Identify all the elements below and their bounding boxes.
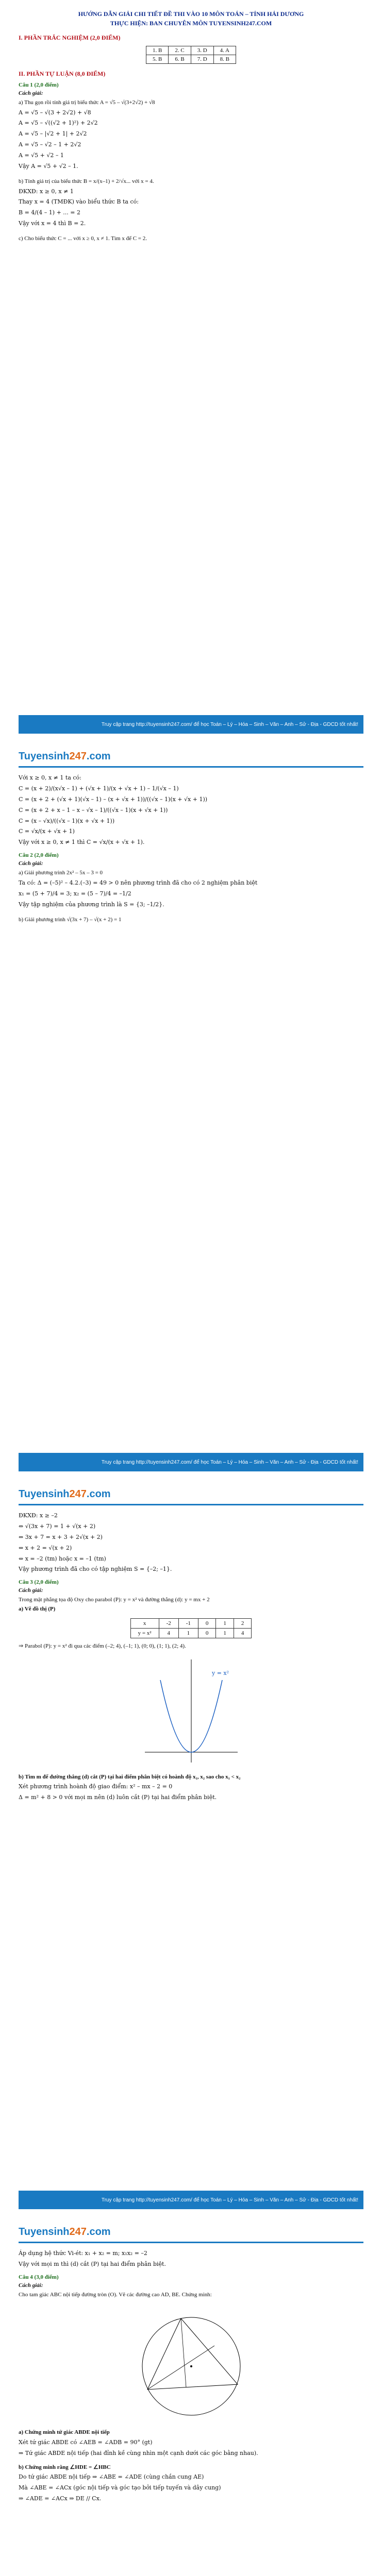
solution-line: Xét tứ giác ABDE có ∠AEB = ∠ADB = 90° (gt) bbox=[19, 2438, 153, 2446]
solution-line: A = √5 – √(3 + 2√2) + √8 bbox=[19, 109, 91, 116]
answer-table bbox=[146, 46, 236, 64]
solution-line: Δ = m² + 8 > 0 với mọi m nên (d) luôn cắt (P) tại hai điểm phân biệt. bbox=[19, 1794, 217, 1801]
solution-line: A = √5 – √((√2 + 1)²) + 2√2 bbox=[19, 120, 98, 127]
solution-line: Thay x = 4 (TMĐK) vào biểu thức B ta có: bbox=[19, 198, 139, 206]
table-cell: 0 bbox=[198, 1628, 216, 1638]
solution-line: Vậy tập nghiệm của phương trình là S = {3; –1/2}. bbox=[19, 901, 164, 908]
solution-line: x₁ = (5 + 7)/4 = 3; x₂ = (5 – 7)/4 = –1/2 bbox=[19, 890, 131, 897]
solution-line: ⇒ Tứ giác ABDE nội tiếp (hai đỉnh kề cùng nhìn một cạnh dưới các góc bằng nhau). bbox=[19, 2449, 258, 2456]
solution-line: B = 4/(4 – 1) + ... = 2 bbox=[19, 209, 80, 216]
method-label: Cách giải: bbox=[19, 2282, 43, 2289]
site-footer bbox=[19, 715, 363, 734]
graph-label: y = x² bbox=[211, 1669, 229, 1676]
question-4b: b) Chứng minh rằng ∠HDE = ∠HBC bbox=[19, 2464, 111, 2470]
solution-line: ⇒ ∠ADE = ∠ACx ⇒ DE // Cx. bbox=[19, 2495, 102, 2502]
table-cell: 2 bbox=[234, 1618, 252, 1628]
page-4 bbox=[0, 2213, 382, 2576]
solution-line: C = (x – √x)/((√x – 1)(x + √x + 1)) bbox=[19, 817, 115, 824]
page-2 bbox=[0, 738, 382, 1476]
solution-line: Vậy với x ≥ 0, x ≠ 1 thì C = √x/(x + √x + 1). bbox=[19, 839, 145, 846]
answer-cell: 1. B bbox=[146, 46, 169, 55]
page-3 bbox=[0, 1476, 382, 2213]
solution-line: Vậy với x = 4 thì B = 2. bbox=[19, 220, 86, 227]
site-header bbox=[19, 2223, 363, 2243]
center-point bbox=[190, 2365, 192, 2367]
answer-cell: 3. D bbox=[191, 46, 213, 55]
table-cell: y = x² bbox=[130, 1628, 159, 1638]
solution-line: Với x ≥ 0, x ≠ 1 ta có: bbox=[19, 774, 81, 781]
solution-line: Mà ∠ABE = ∠ACx (góc nội tiếp và góc tạo bởi tiếp tuyến và dây cung) bbox=[19, 2484, 221, 2492]
site-header bbox=[19, 747, 363, 768]
solution-line: A = √5 – √2 – 1 + 2√2 bbox=[19, 141, 81, 148]
section-part-1: I. PHẦN TRẮC NGHIỆM (2,0 ĐIỂM) bbox=[19, 34, 121, 41]
solution-line: Xét phương trình hoành độ giao điểm: x² – mx – 2 = 0 bbox=[19, 1783, 173, 1790]
method-label: Cách giải: bbox=[19, 1587, 43, 1594]
table-cell: 1 bbox=[216, 1618, 234, 1628]
method-label: Cách giải: bbox=[19, 90, 43, 96]
table-cell: -1 bbox=[178, 1618, 198, 1628]
doc-subtitle: THỰC HIỆN: BAN CHUYÊN MÔN TUYENSINH247.COM bbox=[110, 20, 272, 27]
question-4-heading: Câu 4 (3,0 điểm) bbox=[19, 2274, 59, 2280]
question-3-intro: Trong mặt phẳng tọa độ Oxy cho parabol (P): y = x² và đường thẳng (d): y = mx + 2 bbox=[19, 1597, 210, 1603]
page-1 bbox=[0, 0, 382, 738]
table-cell: x bbox=[130, 1618, 159, 1628]
answer-cell: 7. D bbox=[191, 55, 213, 64]
footer-text: Truy cập trang http://tuyensinh247.com/ để học Toán – Lý – Hóa – Sinh – Văn – Anh – Sử - Địa - GDCD tốt nhất! bbox=[101, 2197, 358, 2203]
question-3b: b) Tìm m để đường thẳng (d) cắt (P) tại hai điểm phân biệt có hoành độ x₁, x₂ sao cho x₁ < x₂ bbox=[19, 1773, 241, 1780]
footer-text: Truy cập trang http://tuyensinh247.com/ để học Toán – Lý – Hóa – Sinh – Văn – Anh – Sử - Địa - GDCD tốt nhất! bbox=[101, 721, 358, 727]
solution-line: ⇔ 3x + 7 = x + 3 + 2√(x + 2) bbox=[19, 1533, 103, 1540]
question-2b: b) Giải phương trình √(3x + 7) – √(x + 2) = 1 bbox=[19, 916, 122, 923]
section-part-2: II. PHẦN TỰ LUẬN (8,0 ĐIỂM) bbox=[19, 70, 106, 77]
solution-line: Do tứ giác ABDE nội tiếp ⇒ ∠ABE = ∠ADE (cùng chắn cung AE) bbox=[19, 2473, 204, 2481]
table-cell: 4 bbox=[159, 1628, 178, 1638]
solution-line: ⇔ x = –2 (tm) hoặc x = –1 (tm) bbox=[19, 1555, 106, 1562]
table-conclusion: ⇒ Parabol (P): y = x² đi qua các điểm (–2; 4), (–1; 1), (0; 0), (1; 1), (2; 4). bbox=[19, 1642, 186, 1649]
table-cell: -2 bbox=[159, 1618, 178, 1628]
site-logo[interactable]: Tuyensinh247.com bbox=[19, 751, 111, 762]
method-label: Cách giải: bbox=[19, 860, 43, 867]
table-cell: 1 bbox=[216, 1628, 234, 1638]
site-footer bbox=[19, 2191, 363, 2209]
table-cell: 1 bbox=[178, 1628, 198, 1638]
question-1a: a) Thu gọn rồi tính giá trị biểu thức A = √5 – √(3+2√2) + √8 bbox=[19, 99, 155, 106]
question-4a: a) Chứng minh tứ giác ABDE nội tiếp bbox=[19, 2429, 110, 2436]
answer-cell: 8. B bbox=[213, 55, 236, 64]
altitude-ad bbox=[181, 2318, 186, 2387]
value-table bbox=[130, 1618, 252, 1638]
table-cell: 0 bbox=[198, 1618, 216, 1628]
question-3-heading: Câu 3 (2,0 điểm) bbox=[19, 1579, 59, 1586]
site-header bbox=[19, 1485, 363, 1505]
solution-line: C = (x + 2 + (√x + 1)(√x – 1) – (x + √x + 1))/((√x – 1)(x + √x + 1)) bbox=[19, 795, 208, 803]
question-2-heading: Câu 2 (2,0 điểm) bbox=[19, 852, 59, 859]
solution-line: A = √5 + √2 – 1 bbox=[19, 152, 64, 159]
answer-cell: 5. B bbox=[146, 55, 169, 64]
solution-line: ⇔ x + 2 = √(x + 2) bbox=[19, 1544, 72, 1551]
question-3a: a) Vẽ đồ thị (P) bbox=[19, 1605, 56, 1612]
site-logo[interactable]: Tuyensinh247.com bbox=[19, 2226, 111, 2238]
site-logo[interactable]: Tuyensinh247.com bbox=[19, 1488, 111, 1500]
question-4-intro: Cho tam giác ABC nội tiếp đường tròn (O). Vẽ các đường cao AD, BE. Chứng minh: bbox=[19, 2291, 212, 2298]
question-2a: a) Giải phương trình 2x² – 5x – 3 = 0 bbox=[19, 870, 103, 876]
solution-line: ⇔ √(3x + 7) = 1 + √(x + 2) bbox=[19, 1522, 96, 1530]
question-1c: c) Cho biểu thức C = ... với x ≥ 0, x ≠ 1. Tìm x để C = 2. bbox=[19, 235, 147, 242]
answer-cell: 2. C bbox=[169, 46, 191, 55]
solution-line: ĐKXĐ: x ≥ 0, x ≠ 1 bbox=[19, 188, 74, 195]
solution-line: C = (x + 2 + x – 1 – x – √x – 1)/((√x – 1)(x + √x + 1)) bbox=[19, 806, 168, 814]
triangle-abc bbox=[147, 2318, 238, 2389]
solution-line: Vậy A = √5 + √2 – 1. bbox=[19, 163, 78, 170]
solution-line: Vậy với mọi m thì (d) cắt (P) tại hai điểm phân biệt. bbox=[19, 2260, 166, 2267]
solution-line: C = (x + 2)/(x√x – 1) + (√x + 1)/(x + √x + 1) – 1/(√x – 1) bbox=[19, 785, 179, 792]
parabola-graph bbox=[140, 1654, 243, 1768]
question-1b: b) Tính giá trị của biểu thức B = x/(x–1) + 2/√x... với x = 4. bbox=[19, 178, 154, 184]
solution-line: Áp dụng hệ thức Vi-ét: x₁ + x₂ = m; x₁x₂ = –2 bbox=[19, 2250, 147, 2257]
question-1-heading: Câu 1 (2,0 điểm) bbox=[19, 82, 59, 88]
solution-line: C = √x/(x + √x + 1) bbox=[19, 828, 75, 835]
table-cell: 4 bbox=[234, 1628, 252, 1638]
geometry-figure bbox=[124, 2304, 258, 2423]
answer-cell: 4. A bbox=[213, 46, 236, 55]
solution-line: ĐKXĐ: x ≥ –2 bbox=[19, 1512, 58, 1519]
footer-text: Truy cập trang http://tuyensinh247.com/ để học Toán – Lý – Hóa – Sinh – Văn – Anh – Sử - Địa - GDCD tốt nhất! bbox=[101, 1459, 358, 1465]
answer-cell: 6. B bbox=[169, 55, 191, 64]
solution-line: Vậy phương trình đã cho có tập nghiệm S = {–2; –1}. bbox=[19, 1566, 172, 1573]
site-footer bbox=[19, 1453, 363, 1471]
doc-title: HƯỚNG DẪN GIẢI CHI TIẾT ĐỀ THI VÀO 10 MÔN TOÁN – TỈNH HẢI DƯƠNG bbox=[78, 10, 304, 18]
solution-line: Ta có: Δ = (–5)² – 4.2.(–3) = 49 > 0 nên phương trình đã cho có 2 nghiệm phân biệt bbox=[19, 879, 258, 886]
solution-line: A = √5 – |√2 + 1| + 2√2 bbox=[19, 130, 87, 138]
